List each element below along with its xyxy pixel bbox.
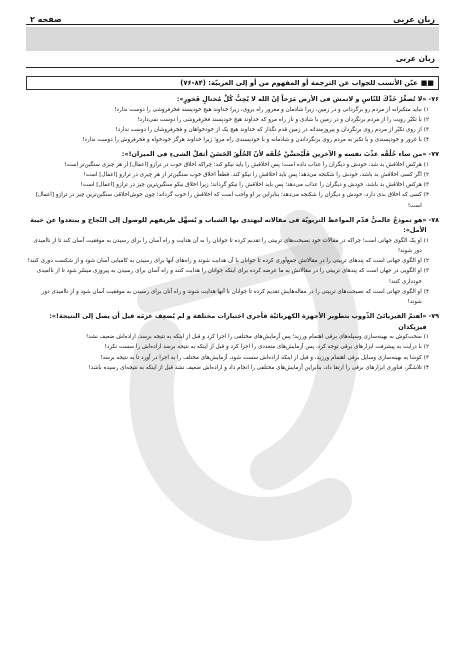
question-text: «لا تُصعِّرْ خَدَّكَ للنّاسِ و لاتمش فی الأرض مَرَحاً إنّ الله لا یُحِبُّ کُلَّ مُختالٍ فَخورٍ»: (176, 95, 427, 103)
option-4[interactable] (26, 190, 439, 210)
instruction-text: عیّن الأنسب للجواب عن الترجمة أو المفهوم من أو إلى العربيّة: (۸۴-۷۶) (180, 79, 418, 87)
option-1[interactable] (26, 236, 439, 256)
instruction-box (26, 76, 439, 90)
question-78 (26, 215, 439, 307)
option-4[interactable] (26, 287, 439, 307)
option-text: با غرور و خودپسندی و با تکبر به مردم روی برنگرداندن و شادمانه و با خودپسندی راه مرو؛ زیرا خداوند هرگز خودخواه و فخرفروش را دوست ندارد! (82, 137, 422, 144)
option-text: تلاشگر، فناوری ابزارهای برقی را ارتقا داد، بنابراین آزمایش‌های مختلفی را انجام داد و اراده‌اش ضعیف نشد قبل از اینکه به نتیجه‌ای رسیده باشد! (88, 364, 422, 371)
option-text: کوشا به بهینه‌سازی وسایل برقی اهتمام ورزید، و قبل از اینکه اراده‌اش سست شود، آزمایش‌های مختلف را به اجرا در آورد تا به نتیجه برسد! (100, 354, 422, 361)
option-2[interactable] (26, 256, 439, 266)
option-number: ۱) (423, 237, 429, 244)
option-2[interactable] (26, 342, 439, 352)
option-text: او الگوی جهانی است که نصیحت‌های تربیتی را در مقاله‌هایش تقدیم کرده تا جوانان با آنها هدایت شوند و راه آنان برای رسیدن به موفقیت آسان شود و از ناامیدی دور شوند! (41, 288, 422, 306)
option-text: هرکس اخلاقش بد باشد، خودش و دیگران را عذاب می‌دهد؛ پس باید اخلاقش را نیکو گرداند؛ زیرا اخلاق نیکو سنگین‌ترین چیز در ترازو [اعمال] است! (80, 182, 422, 189)
option-text: نباید متکبرانه از مردم رو برگردانی و در زمین، زیرا شادمان و مغرور راه بروی، زیرا خداوند هیچ خودپسند فخرفروشی را دوست ندارد! (114, 106, 422, 113)
option-text: اگر کسی اخلاقش بد باشد، خودش را شکنجه می‌دهد؛ پس باید اخلاقش را نیکو کند. قطعاً اخلاق خوب سنگین‌تر از هر چیزی در ترازو [اعمال] است! (83, 172, 422, 179)
option-number: ۴) (423, 364, 429, 371)
header-band (26, 27, 439, 51)
option-text: هرکس اخلاقش بد شد، خودش و دیگران را عذاب داده است؛ پس اخلاقش را باید نیکو کند؛ چراکه اخلاق خوب در ترازو [اعمال] از هر چیزی سنگین‌تر است! (64, 161, 422, 168)
option-2[interactable] (26, 115, 439, 125)
option-number: ۲) (423, 344, 429, 351)
option-4[interactable] (26, 363, 439, 373)
option-number: ۴) (423, 288, 429, 295)
option-number: ۱) (423, 106, 429, 113)
option-text: او الگوی جهانی است که پندهای تربیتی را در مقالاتش جمع‌آوری کرده تا جوانان با آن هدایت شوند و راه‌های آنها برای رسیدن به کامیابی آسان شود و از شکست دوری کنند! (27, 258, 422, 265)
question-76 (26, 94, 439, 145)
option-number: ۳) (423, 354, 429, 361)
square-bullet-icon: ■■ (420, 79, 434, 87)
option-number: ۳) (423, 182, 429, 189)
question-text: «اهتمّ الفیزیائیّ الذّووب بتطویر الأجهزة الکهربائیّة فأجری اختبارات مختلفة و لم یُضعِف عزمَه قبل أن یصل إلی النتیجة!»: فیزیکدان (49, 312, 427, 331)
option-3[interactable] (26, 353, 439, 363)
option-1[interactable] (26, 160, 439, 170)
option-text: او یک الگوی جهانی است؛ چراکه در مقالات خود نصیحت‌های تربیتی را تقدیم کرده تا جوانان را به آن هدایت و راه آسان را برای رسیدن به موفقیت آسان کند تا از ناامیدی دور شوند! (33, 237, 422, 255)
question-number: ۷۶- (428, 95, 439, 103)
question-77 (26, 149, 439, 211)
option-text: سخت‌کوش به بهینه‌سازی وسیله‌های برقی اهتمام ورزید؛ پس آزمایش‌های مختلفی را اجرا کرد و قبل از اینکه به نتیجه برسد، اراده‌اش ضعیف نشد! (86, 334, 422, 341)
option-number: ۳) (423, 126, 429, 133)
question-number: ۷۸- (428, 215, 439, 224)
option-text: او الگویی در جهان است که پندهای تربیتی را در مقالاتش به ما عرضه کرده برای اینکه جوانان را هدایت کنند و راه آسان برای رسیدن به پیروزی میسّر شود تا از ناامیدی خودداری کنند! (36, 268, 422, 285)
option-3[interactable] (26, 266, 439, 286)
option-number: ۱) (423, 334, 429, 341)
option-number: ۲) (423, 116, 429, 123)
option-1[interactable] (26, 332, 439, 342)
option-4[interactable] (26, 135, 439, 145)
option-text: کسی که اخلاق بدی دارد، خودش و دیگران را شکنجه می‌دهد؛ بنابراین بر او واجب است که اخلاقش را خوب گرداند؛ چون خوش‌اخلاقی سنگین‌ترین چیز در ترازو [اعمال] است! (35, 192, 422, 209)
option-1[interactable] (26, 105, 439, 115)
option-number: ۲) (423, 258, 429, 265)
question-number: ۷۹- (428, 312, 439, 321)
header-subject: زبان عربی (393, 15, 435, 24)
option-number: ۴) (423, 192, 429, 199)
option-number: ۳) (423, 268, 429, 275)
page-header (26, 8, 439, 25)
option-number: ۱) (423, 161, 429, 168)
question-stem (26, 215, 439, 236)
question-text: «هو نموذجٌ عالمیٌّ قدّم المواعظ التربویّة فی مقالاته لیهتدی بها الشباب و یُسهِّل طریقهم للوصول إلی النّجاح و یبتعدوا عن خیبة الأمل»: (30, 215, 427, 235)
option-number: ۴) (423, 137, 429, 144)
option-3[interactable] (26, 180, 439, 190)
question-number: ۷۷- (428, 150, 439, 159)
question-stem (26, 311, 439, 332)
question-stem (26, 94, 439, 105)
option-text: از روی تکبّر از مردم روی برنگردان و پیروزمندانه در زمین قدم نگذار که خداوند هیچ یک از خودخواهان و فخرفروشان را دوست ندارد! (115, 126, 422, 133)
question-79 (26, 311, 439, 373)
option-text: با تکبّر رویت را از مردم برنگردان و در زمین با شادی و ناز راه مرو که خداوند هیچ خودپسند فخرفروشی را دوست نمی‌دارد! (137, 116, 422, 123)
question-stem (26, 149, 439, 160)
header-page-label: صفحه ۲ (30, 15, 62, 24)
option-3[interactable] (26, 125, 439, 135)
option-text: با درایت به پیشرفت ابزارهای برقی توجه کرد، پس آزمایش‌های متعددی را اجرا کرد و قبل از اینکه به نتیجه برسد اراده‌اش را سست نکرد! (104, 344, 422, 351)
option-2[interactable] (26, 170, 439, 180)
option-number: ۲) (423, 172, 429, 179)
section-title: زبان عربی (26, 51, 439, 68)
question-text: «من ساء خُلُقُه عذّبَ نفسه و الآخرین فَلْیُحسِّنْ خُلُقَه لأنّ الخُلُقَ الحَسَنَ أثقلُ الشیءِ فی المیزان!»: (121, 150, 427, 159)
